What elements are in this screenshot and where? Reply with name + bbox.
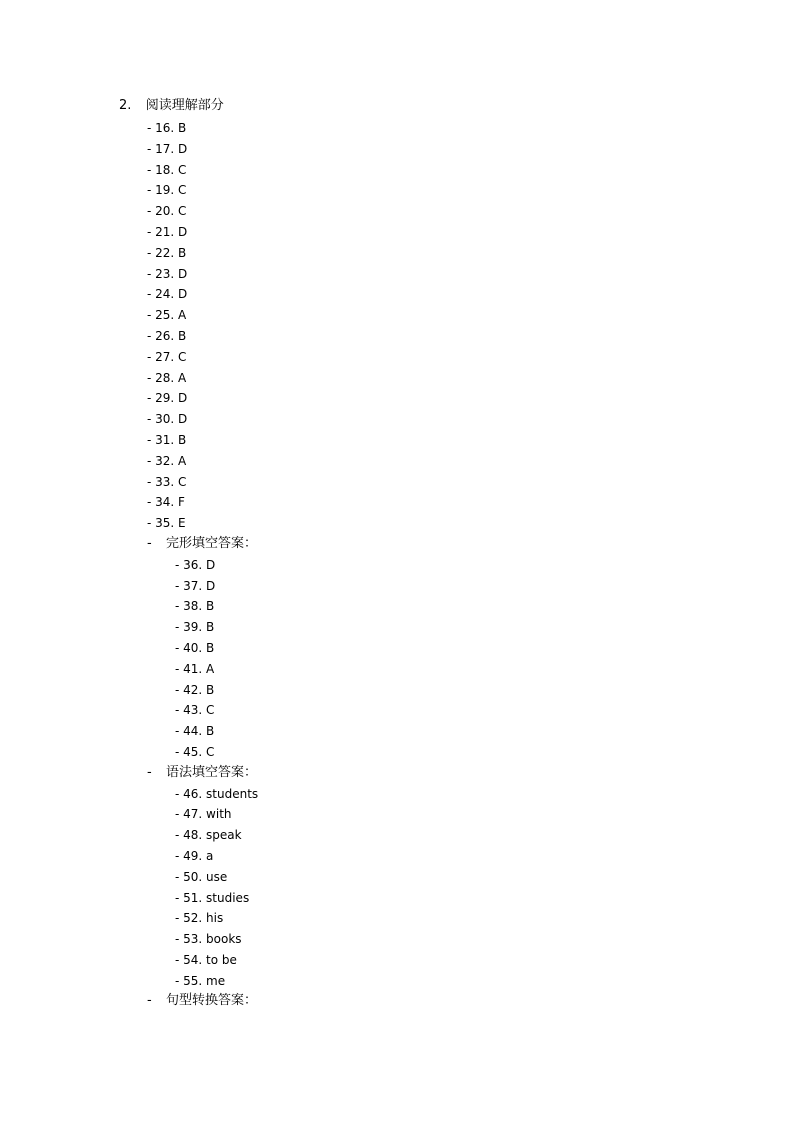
answer-item: - 48. speak — [175, 828, 242, 842]
answer-item: - 36. D — [175, 558, 216, 572]
answer-item: - 44. B — [175, 724, 215, 738]
answer-item: - 33. C — [147, 475, 187, 489]
answer-item: - 54. to be — [175, 953, 237, 967]
answer-item: - 16. B — [147, 121, 187, 135]
answer-item: - 38. B — [175, 599, 215, 613]
list-dash: - — [147, 765, 152, 780]
answer-item: - 53. books — [175, 932, 242, 946]
section-number: 2. — [119, 98, 132, 113]
answer-item: - 45. C — [175, 745, 215, 759]
cloze-title: 完形填空答案： — [165, 536, 257, 551]
answer-item: - 52. his — [175, 911, 224, 925]
list-dash: - — [147, 993, 152, 1008]
answer-item: - 41. A — [175, 662, 215, 676]
answer-item: - 35. E — [147, 516, 186, 530]
sentence-title: 句型转换答案： — [165, 993, 257, 1008]
answer-item: - 46. students — [175, 787, 259, 801]
sentence-heading — [147, 993, 257, 1009]
answer-item: - 55. me — [175, 974, 226, 988]
answer-item: - 51. studies — [175, 891, 250, 905]
answer-item: - 28. A — [147, 371, 187, 385]
answer-item: - 23. D — [147, 267, 188, 281]
grammar-title: 语法填空答案： — [165, 765, 257, 780]
answer-item: - 43. C — [175, 703, 215, 717]
answer-item: - 21. D — [147, 225, 188, 239]
answer-item: - 30. D — [147, 412, 188, 426]
answer-item: - 17. D — [147, 142, 188, 156]
section-title: 阅读理解部分 — [145, 98, 224, 113]
list-dash: - — [147, 536, 152, 551]
answer-item: - 18. C — [147, 163, 187, 177]
answer-item: - 42. B — [175, 683, 215, 697]
answer-item: - 39. B — [175, 620, 215, 634]
answer-item: - 24. D — [147, 287, 188, 301]
answer-item: - 22. B — [147, 246, 187, 260]
answer-item: - 25. A — [147, 308, 187, 322]
section-heading — [119, 98, 224, 114]
grammar-heading — [147, 765, 257, 781]
answer-item: - 31. B — [147, 433, 187, 447]
answer-item: - 32. A — [147, 454, 187, 468]
answer-item: - 27. C — [147, 350, 187, 364]
answer-item: - 50. use — [175, 870, 228, 884]
answer-item: - 37. D — [175, 579, 216, 593]
answer-item: - 20. C — [147, 204, 187, 218]
answer-item: - 49. a — [175, 849, 214, 863]
answer-item: - 34. F — [147, 495, 185, 509]
answer-item: - 19. C — [147, 183, 187, 197]
answer-item: - 29. D — [147, 391, 188, 405]
answer-item: - 40. B — [175, 641, 215, 655]
answer-item: - 26. B — [147, 329, 187, 343]
answer-item: - 47. with — [175, 807, 232, 821]
cloze-heading — [147, 536, 257, 552]
